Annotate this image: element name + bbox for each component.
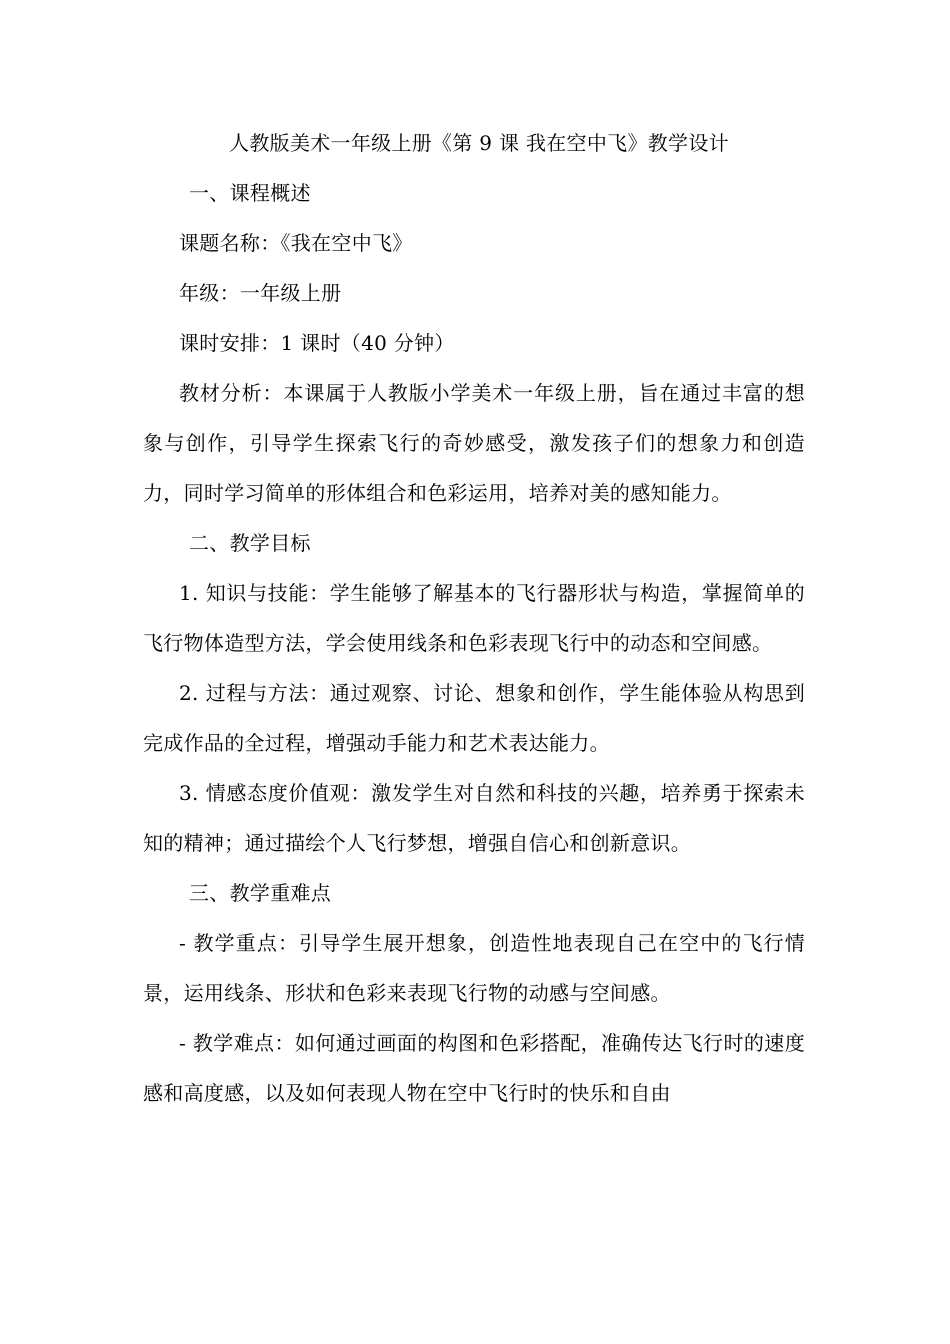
section-heading-overview: 一、课程概述 (189, 181, 311, 205)
grade-line: 年级：一年级上册 (179, 281, 342, 305)
document-body (143, 118, 805, 1118)
section-heading-key-points: 三、教学重难点 (189, 881, 332, 905)
topic-line: 课题名称：《我在空中飞》 (179, 231, 413, 255)
schedule-line: 课时安排：1 课时（40 分钟） (179, 331, 455, 355)
analysis-paragraph: 教材分析：本课属于人教版小学美术一年级上册，旨在通过丰富的想象与创作，引导学生探索飞行的奇妙感受，激发孩子们的想象力和创造力，同时学习简单的形体组合和色彩运用，培养对美的感知能力。 (143, 381, 805, 505)
goal-emotion-paragraph: 3. 情感态度价值观：激发学生对自然和科技的兴趣，培养勇于探索未知的精神；通过描绘个人飞行梦想，增强自信心和创新意识。 (143, 781, 805, 855)
difficulty-paragraph: - 教学难点：如何通过画面的构图和色彩搭配，准确传达飞行时的速度感和高度感，以及如何表现人物在空中飞行时的快乐和自由 (143, 1031, 805, 1105)
key-point-paragraph: - 教学重点：引导学生展开想象，创造性地表现自己在空中的飞行情景，运用线条、形状和色彩来表现飞行物的动感与空间感。 (143, 931, 805, 1005)
goal-process-paragraph: 2. 过程与方法：通过观察、讨论、想象和创作，学生能体验从构思到完成作品的全过程，增强动手能力和艺术表达能力。 (143, 681, 805, 755)
section-heading-goals: 二、教学目标 (189, 531, 311, 555)
goal-knowledge-paragraph: 1. 知识与技能：学生能够了解基本的飞行器形状与构造，掌握简单的飞行物体造型方法，学会使用线条和色彩表现飞行中的动态和空间感。 (143, 581, 805, 655)
document-title: 人教版美术一年级上册《第 9 课 我在空中飞》教学设计 (229, 131, 729, 155)
